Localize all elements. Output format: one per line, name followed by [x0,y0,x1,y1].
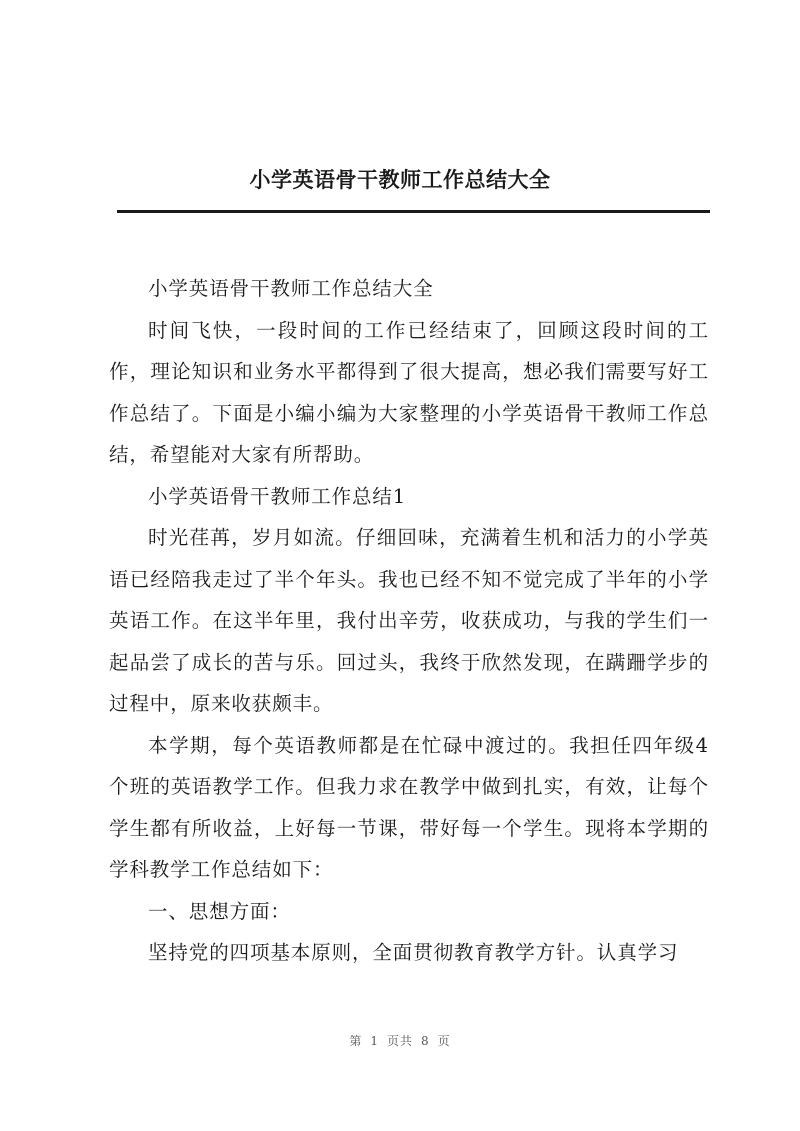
footer-label-end: 页 [437,1034,451,1048]
document-title: 小学英语骨干教师工作总结大全 [249,167,551,192]
paragraph-heading: 小学英语骨干教师工作总结大全 [148,277,434,300]
paragraph-body-3: 坚持党的四项基本原则，全面贯彻教育教学方针。认真学习 [148,941,679,964]
paragraph-subheading: 一、思想方面： [148,899,291,923]
footer-current-page: 1 [370,1034,379,1048]
paragraph-body-1: 时光荏苒，岁月如流。仔细回味，充满着生机和活力的小学英语已经陪我走过了半个年头。我也已经不知不觉完成了半年的小学英语工作。在这半年里，我付出辛劳，收获成功，与我的学生们一起品尝了成长的苦与乐。回过头，我终于欣然发现，在蹒跚学步的过程中，原来收获颇丰。 [109,526,709,715]
paragraph-intro: 时间飞快，一段时间的工作已经结束了，回顾这段时间的工作，理论知识和业务水平都得到了很大提高，想必我们需要写好工作总结了。下面是小编小编为大家整理的小学英语骨干教师工作总结，希望能对大家有所帮助。 [109,318,709,466]
page-footer [0,1032,800,1049]
paragraph-body-2: 本学期，每个英语教师都是在忙碌中渡过的。我担任四年级4个班的英语教学工作。但我力求在教学中做到扎实，有效，让每个学生都有所收益，上好每一节课，带好每一个学生。现将本学期的学科教学工作总结如下： [109,733,709,881]
footer-label-of: 页共 [386,1034,413,1048]
footer-label-page: 第 [349,1034,363,1048]
paragraph-section-title: 小学英语骨干教师工作总结1 [148,484,407,508]
title-divider [117,210,710,213]
footer-total-pages: 8 [421,1034,430,1048]
document-body [109,268,709,974]
